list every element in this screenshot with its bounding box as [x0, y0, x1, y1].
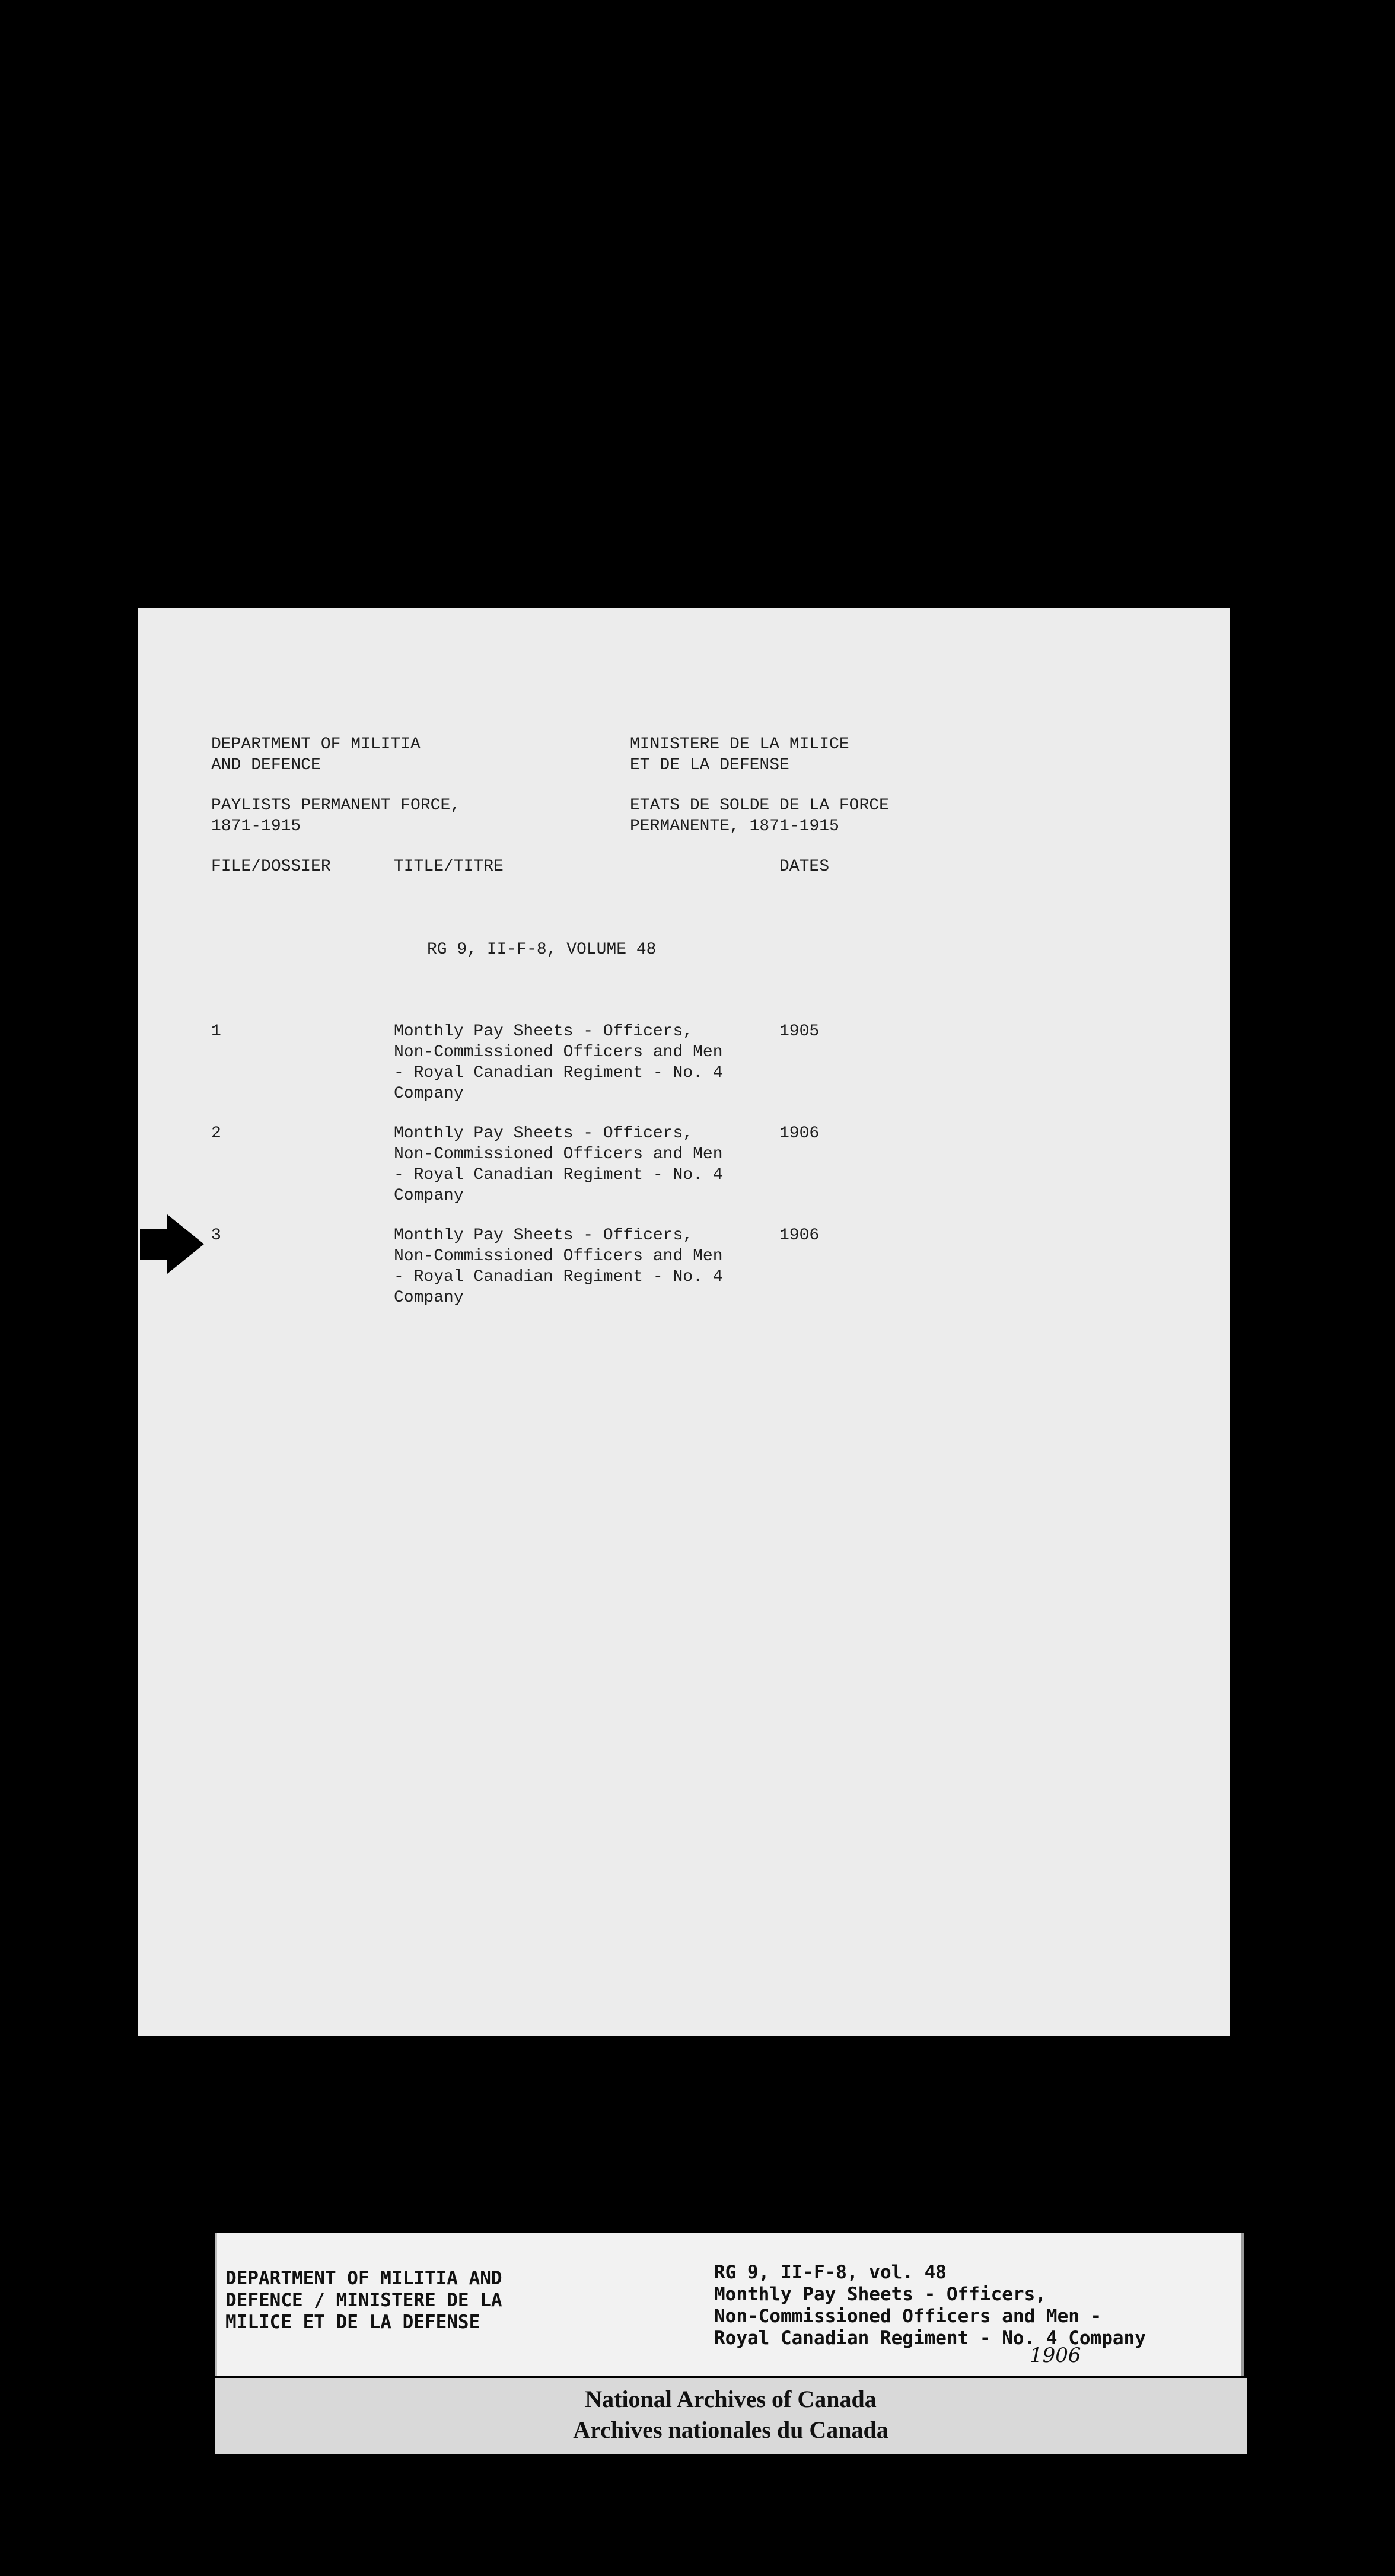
- label-right-line: Non-Commissioned Officers and Men -: [714, 2306, 1102, 2327]
- entry-file-number: 3: [211, 1226, 221, 1245]
- volume-reference: RG 9, II-F-8, VOLUME 48: [427, 941, 657, 959]
- entry-file-number: 2: [211, 1124, 221, 1143]
- label-right-line: RG 9, II-F-8, vol. 48: [714, 2262, 947, 2283]
- entry-title-line: - Royal Canadian Regiment - No. 4: [394, 1166, 723, 1184]
- label-left-line: DEFENCE / MINISTERE DE LA: [225, 2290, 502, 2311]
- arrow-right-icon: [140, 1214, 205, 1274]
- series-right-line1: ETATS DE SOLDE DE LA FORCE: [630, 796, 889, 815]
- entry-title-line: Monthly Pay Sheets - Officers,: [394, 1022, 693, 1041]
- column-heading-dates: DATES: [779, 857, 830, 876]
- entry-title-line: Non-Commissioned Officers and Men: [394, 1043, 723, 1061]
- entry-date: 1905: [779, 1022, 820, 1041]
- archive-name-english: National Archives of Canada: [585, 2386, 877, 2412]
- series-left-line1: PAYLISTS PERMANENT FORCE,: [211, 796, 461, 815]
- label-left-line: DEPARTMENT OF MILITIA AND: [225, 2268, 502, 2289]
- entry-title-line: Monthly Pay Sheets - Officers,: [394, 1124, 693, 1143]
- entry-title-line: - Royal Canadian Regiment - No. 4: [394, 1268, 723, 1286]
- series-right-line2: PERMANENTE, 1871-1915: [630, 817, 839, 836]
- column-heading-file: FILE/DOSSIER: [211, 857, 331, 876]
- header-left-line2: AND DEFENCE: [211, 756, 321, 774]
- header-right-line1: MINISTERE DE LA MILICE: [630, 735, 849, 754]
- entry-title-line: Company: [394, 1085, 464, 1103]
- archive-name-french: Archives nationales du Canada: [573, 2416, 888, 2443]
- entry-title-line: Non-Commissioned Officers and Men: [394, 1145, 723, 1163]
- column-heading-title: TITLE/TITRE: [394, 857, 504, 876]
- entry-date: 1906: [779, 1226, 820, 1245]
- entry-title-line: Non-Commissioned Officers and Men: [394, 1247, 723, 1265]
- archive-banner: [215, 2378, 1247, 2454]
- label-right-line: Monthly Pay Sheets - Officers,: [714, 2284, 1046, 2305]
- label-right-line: Royal Canadian Regiment - No. 4 Company: [714, 2328, 1146, 2349]
- label-left-line: MILICE ET DE LA DEFENSE: [225, 2312, 480, 2333]
- document-page: [138, 608, 1230, 2036]
- handwritten-year: 1906: [1030, 2344, 1081, 2367]
- entry-title-line: Company: [394, 1187, 464, 1205]
- entry-title-line: Monthly Pay Sheets - Officers,: [394, 1226, 693, 1245]
- microfilm-label: [215, 2233, 1244, 2376]
- entry-title-line: - Royal Canadian Regiment - No. 4: [394, 1064, 723, 1082]
- entry-title-line: Company: [394, 1289, 464, 1307]
- entry-date: 1906: [779, 1124, 820, 1143]
- header-right-line2: ET DE LA DEFENSE: [630, 756, 789, 774]
- series-left-line2: 1871-1915: [211, 817, 301, 836]
- header-left-line1: DEPARTMENT OF MILITIA: [211, 735, 421, 754]
- entry-file-number: 1: [211, 1022, 221, 1041]
